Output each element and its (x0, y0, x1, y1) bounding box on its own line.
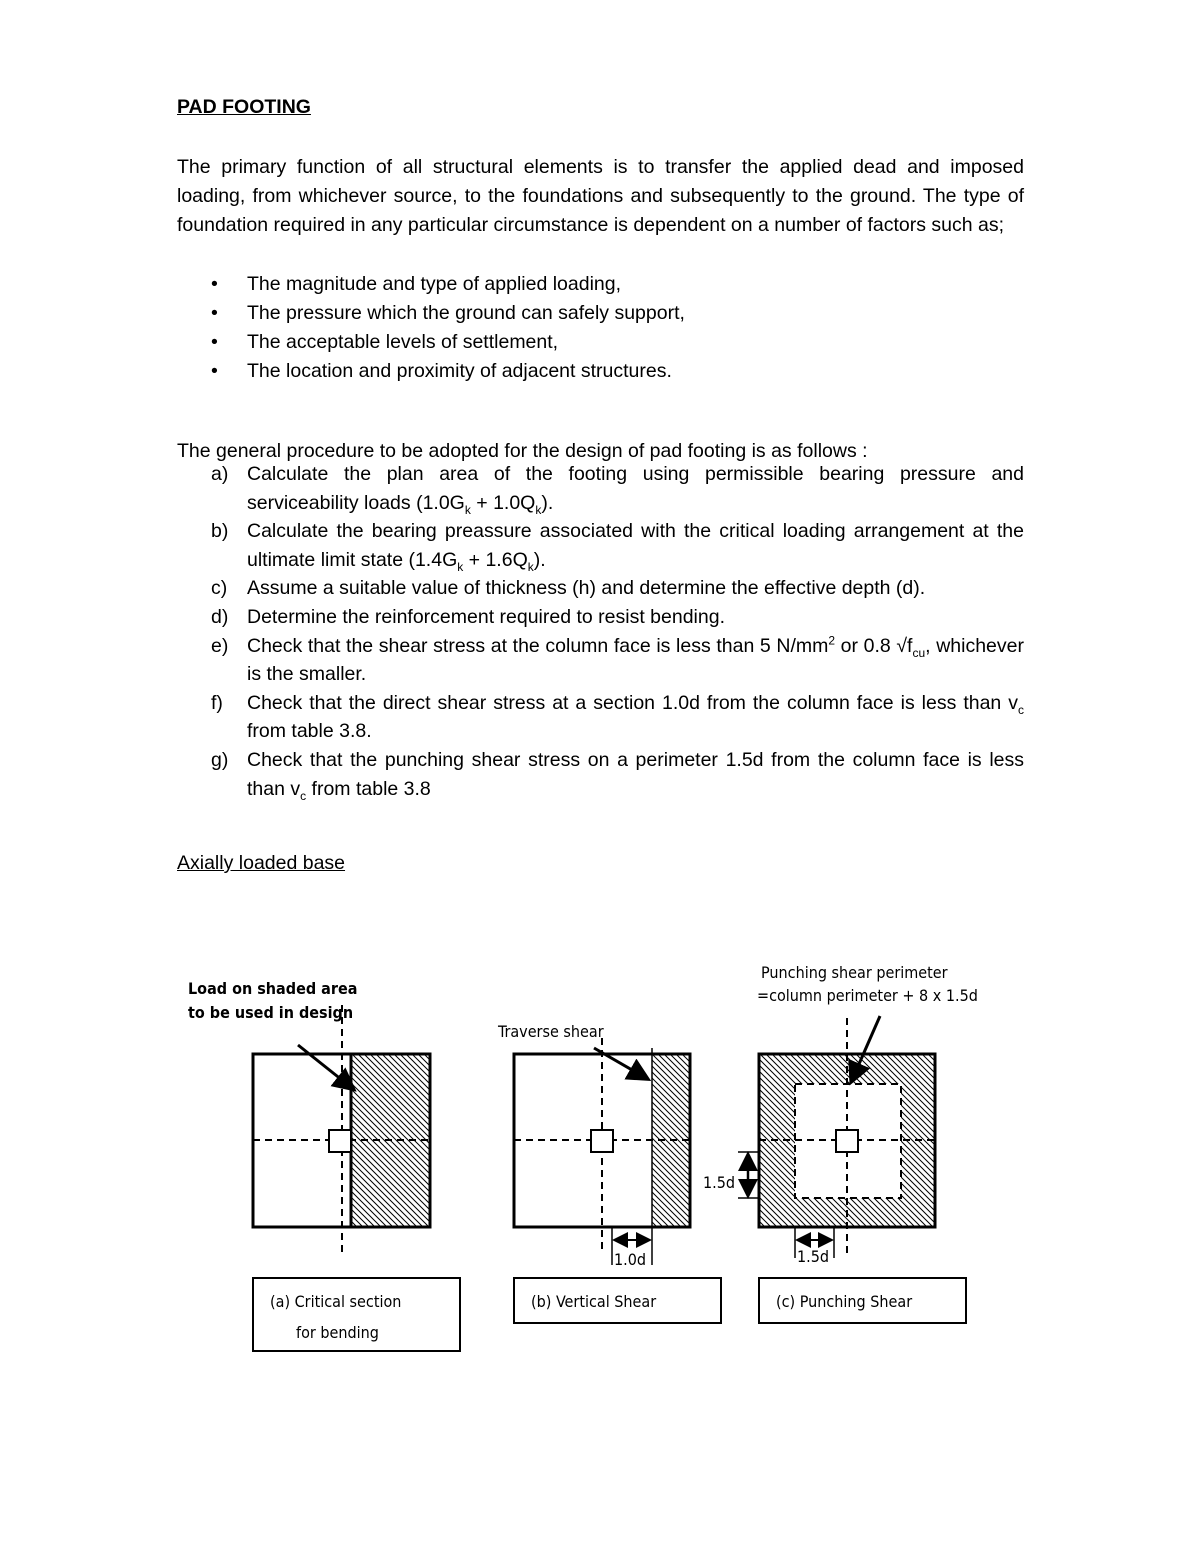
procedure-intro: The general procedure to be adopted for the design of pad footing is as follows : (177, 440, 868, 462)
step-label: d) (211, 605, 229, 628)
step-text: c (1018, 702, 1024, 717)
column (591, 1130, 613, 1152)
step-text: ). (533, 548, 546, 571)
step-text: ). (541, 491, 554, 514)
note-a-line1: Load on shaded area (188, 979, 358, 998)
note-b: Traverse shear (498, 1022, 604, 1041)
step-label: f) (211, 691, 223, 714)
list-item: • The pressure which the ground can safely support, (177, 299, 685, 328)
column (836, 1130, 858, 1152)
step-text: Calculate the bearing preassure associated with the critical loading arrangement at the ultimate limit state (1.4G (247, 520, 1024, 571)
intro-paragraph: The primary function of all structural elements is to transfer the applied dead and imposed loading, from whichever source, to the foundations and subsequently to the ground. The type of foundation required in any particular circumstance is dependent on a number of factors such as; (177, 156, 1024, 236)
pointer-arrow (298, 1045, 352, 1088)
caption-a-line2: for bending (296, 1323, 379, 1342)
step-text: cu (912, 645, 926, 660)
step-text: k (457, 559, 464, 574)
step-label: b) (211, 520, 229, 543)
step-label: a) (211, 463, 229, 485)
step-text: k (464, 502, 471, 517)
step-text: Check that the direct shear stress at a section 1.0d from the column face is less than v (247, 691, 1018, 714)
footing-c-punching-shear (738, 1016, 966, 1323)
step-text: k (527, 559, 534, 574)
column (329, 1130, 351, 1152)
step-text: from table 3.8 (306, 777, 431, 800)
dim-c-bottom: 1.5d (797, 1247, 830, 1266)
note-a-line2: to be used in design (188, 1003, 354, 1022)
caption-a-line1: (a) Critical section (270, 1292, 402, 1311)
note-c-line1: Punching shear perimeter (761, 963, 948, 982)
step-text: c (300, 788, 307, 803)
dim-b: 1.0d (614, 1250, 647, 1269)
footing-b-vertical-shear (514, 1038, 721, 1323)
section-heading: Axially loaded base (177, 852, 346, 874)
caption-c: (c) Punching Shear (776, 1292, 913, 1311)
step-text: Calculate the plan area of the footing using permissible bearing pressure and serviceability loads (1.0G (247, 463, 1024, 514)
step-text: from table 3.8. (247, 720, 372, 743)
step-text: 2 (828, 633, 836, 648)
step-text: Assume a suitable value of thickness (h) and determine the effective depth (d). (247, 577, 926, 600)
step-text: or 0.8 √f (835, 634, 913, 657)
step-text: , whichever is the smaller. (247, 634, 1024, 686)
step-text: Check that the shear stress at the column face is less than 5 N/mm (247, 634, 829, 657)
step-text: + 1.6Q (463, 548, 528, 571)
step-label: e) (211, 634, 229, 657)
list-item: • The magnitude and type of applied loading, (177, 270, 685, 299)
step-text: Check that the punching shear stress on a perimeter 1.5d from the column face is less than v (247, 748, 1024, 800)
note-c-line2: =column perimeter + 8 x 1.5d (757, 986, 978, 1005)
list-item: • The location and proximity of adjacent structures. (177, 357, 685, 386)
step-text: k (535, 502, 542, 517)
step-text: Determine the reinforcement required to resist bending. (247, 605, 725, 628)
step-label: c) (211, 577, 228, 600)
step-label: g) (211, 748, 229, 771)
dim-c-side: 1.5d (703, 1173, 736, 1192)
page-title: PAD FOOTING (177, 96, 311, 118)
list-item: • The acceptable levels of settlement, (177, 328, 685, 357)
caption-b: (b) Vertical Shear (531, 1292, 657, 1311)
step-text: + 1.0Q (470, 491, 536, 514)
